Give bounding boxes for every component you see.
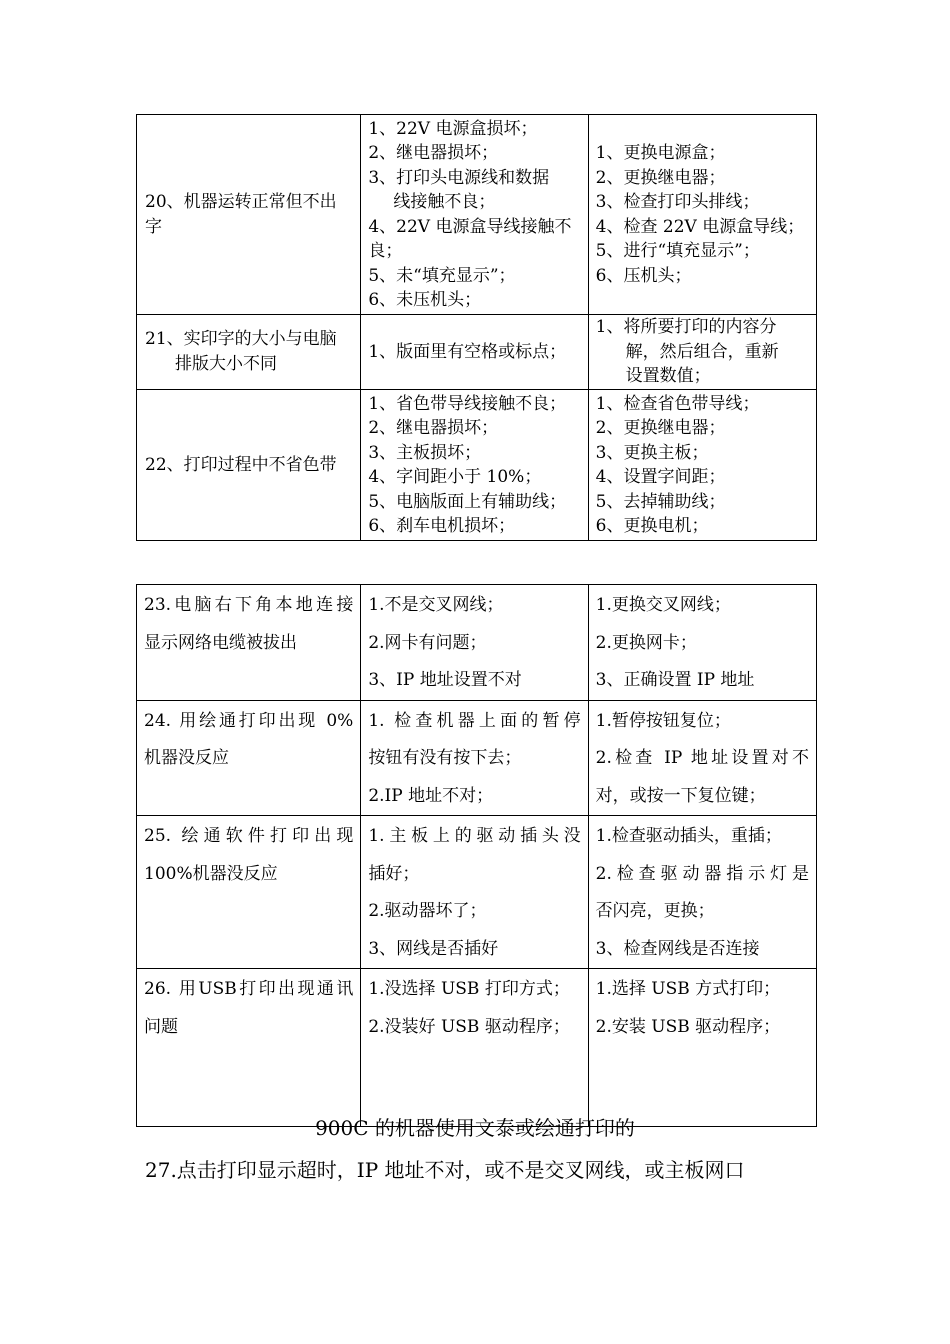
table-row [137,115,817,315]
cause-text: 5、未“填充显示”； [368,265,516,286]
solution-text: 1.检查驱动插头，重插； [595,826,782,846]
cause-cell [361,816,588,969]
solution-cell [588,700,816,816]
solution-cell [588,390,816,541]
cause-cell [361,969,588,1127]
solution-text: 2、更换继电器； [595,167,726,188]
solution-cell [588,816,816,969]
cause-text: 良； [368,241,403,261]
cause-text: 2.没装好 USB 驱动程序； [368,1016,570,1037]
solution-text: 1.选择 USB 方式打印； [595,979,781,999]
solution-text: 4、设置字间距； [595,467,726,487]
solution-text: 1.暂停按钮复位； [595,710,731,731]
problem-text: 24. 用绘通打印出现 0% [144,710,354,731]
cause-text: 3、网线是否插好 [368,938,499,959]
cause-text: 3、打印头电源线和数据 [368,167,550,188]
cause-text: 1.主板上的驱动插头没 [368,826,581,846]
problem-text: 排版大小不同 [175,354,277,374]
cause-text: 2、继电器损坏； [368,143,499,163]
solution-text: 设置数值； [625,366,711,387]
problem-cell [137,315,361,390]
cause-text: 1、22V 电源盒损坏； [368,118,538,139]
problem-cell [137,816,361,969]
solution-text: 2.检查驱动器指示灯是 [595,863,809,884]
solution-text: 解，然后组合，重新 [625,341,779,362]
cause-text: 1、版面里有空格或标点； [368,341,567,362]
solution-cell [588,115,816,315]
table-row [137,315,817,390]
troubleshooting-table-1 [136,114,817,541]
cause-text: 1、省色带导线接触不良； [368,393,567,414]
table-row [137,585,817,701]
solution-text: 1.更换交叉网线； [595,595,731,615]
troubleshooting-table-2 [136,584,817,1127]
problem-text: 100%机器没反应 [144,863,278,884]
solution-cell [588,315,816,390]
solution-text: 3、检查打印头排线； [595,192,760,212]
solution-text: 2.安装 USB 驱动程序； [595,1016,781,1037]
body-text: 27.点击打印显示超时，IP 地址不对，或不是交叉网线，或主板网口 [145,1158,745,1182]
cause-text: 1.不是交叉网线； [368,595,504,615]
solution-text: 5、进行“填充显示”； [595,241,760,261]
cause-text: 6、未压机头； [368,290,482,310]
solution-text: 2、更换继电器； [595,418,726,438]
cause-cell [361,390,588,541]
cause-text: 3、IP 地址设置不对 [368,670,522,690]
cause-cell [361,315,588,390]
solution-text: 3、检查网线是否连接 [595,938,760,959]
cause-text: 1. 检查机器上面的暂停 [368,710,581,731]
cause-text: 线接触不良； [393,192,496,212]
solution-text: 1、更换电源盒； [595,143,726,163]
problem-cell [137,585,361,701]
table-row [137,969,817,1127]
solution-text: 否闪亮，更换； [595,901,715,921]
solution-text: 1、将所要打印的内容分 [595,317,777,338]
solution-text: 2.更换网卡； [595,632,697,653]
problem-cell [137,390,361,541]
problem-text: 26. 用USB打印出现通讯 [144,979,354,999]
solution-text: 对，或按一下复位键； [595,785,766,806]
cause-cell [361,700,588,816]
cause-cell [361,115,588,315]
solution-cell [588,969,816,1127]
cause-text: 6、刹车电机损坏； [368,516,516,536]
cause-text: 按钮有没有按下去； [368,748,522,768]
cause-text: 4、22V 电源盒导线接触不 [368,216,572,237]
cause-text: 2、继电器损坏； [368,418,499,438]
solution-text: 6、更换电机； [595,516,709,536]
solution-text: 6、压机头； [595,265,692,286]
cause-text: 1.没选择 USB 打印方式； [368,979,570,999]
cause-text: 插好； [368,863,420,884]
cause-text: 5、电脑版面上有辅助线； [368,491,567,512]
problem-cell [137,969,361,1127]
cause-text: 2.驱动器坏了； [368,901,487,921]
cause-text: 3、主板损坏； [368,442,482,463]
problem-text: 23.电脑右下角本地连接 [144,595,354,615]
problem-text: 21、实印字的大小与电脑 [145,329,337,349]
solution-text: 3、更换主板； [595,442,709,463]
problem-cell [137,115,361,315]
table-row [137,390,817,541]
problem-text: 显示网络电缆被拔出 [144,632,297,653]
problem-text: 20、机器运转正常但不出 [145,191,337,212]
solution-text: 4、检查 22V 电源盒导线； [595,216,805,237]
problem-text: 25. 绘通软件打印出现 [144,826,354,846]
solution-text: 5、去掉辅助线； [595,491,726,512]
problem-cell [137,700,361,816]
solution-text: 1、检查省色带导线； [595,393,760,414]
solution-text: 3、正确设置 IP 地址 [595,670,755,690]
cause-text: 2.网卡有问题； [368,632,487,653]
table-row [137,816,817,969]
cause-cell [361,585,588,701]
solution-cell [588,585,816,701]
cause-text: 2.IP 地址不对； [368,785,494,806]
problem-text: 22、打印过程中不省色带 [145,454,337,475]
problem-text: 问题 [144,1016,178,1037]
table-row [137,700,817,816]
cause-text: 4、字间距小于 10%； [368,467,542,487]
solution-text: 2.检查 IP 地址设置对不 [595,748,809,768]
problem-text: 机器没反应 [144,748,229,768]
section-heading: 900C 的机器使用文泰或绘通打印的 [315,1116,635,1140]
problem-text: 字 [145,216,162,237]
